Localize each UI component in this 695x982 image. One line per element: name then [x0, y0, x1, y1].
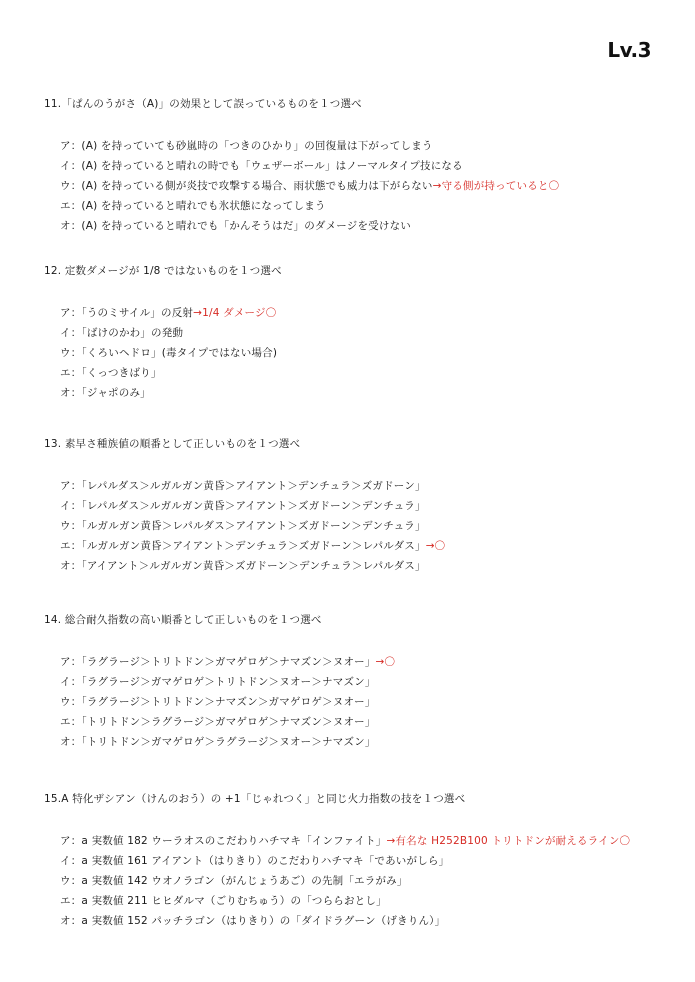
answer-note: →〇	[425, 540, 446, 552]
option-text: イ：「ばけのかわ」の発動	[60, 327, 184, 339]
option-text: ウ：a 実数値 142 ウオノラゴン（がんじょうあご）の先制「エラがみ」	[60, 875, 408, 887]
option-u	[60, 871, 630, 891]
option-a	[60, 476, 445, 496]
answer-note: →有名な H252B100 トリトドンが耐えるライン〇	[386, 835, 631, 847]
option-text: ウ：「ラグラージ＞トリトドン＞ナマズン＞ガマゲロゲ＞ヌオー」	[60, 696, 376, 708]
question-title: 14. 総合耐久指数の高い順番として正しいものを１つ選べ	[44, 614, 322, 626]
option-text: ウ：(A) を持っている側が炎技で攻撃する場合、雨状態でも威力は下がらない	[60, 180, 433, 192]
options-list	[60, 476, 445, 576]
answer-note: →1/4 ダメージ〇	[193, 307, 277, 319]
option-text: ウ：「ルガルガン黄昏＞レパルダス＞アイアント＞ズガドーン＞デンチュラ」	[60, 520, 426, 532]
option-o	[60, 732, 395, 752]
question-11	[44, 97, 559, 236]
question-title: 11.「ぱんのうがさ（A)」の効果として誤っているものを１つ選べ	[44, 98, 362, 110]
option-e	[60, 536, 445, 556]
question-title: 13. 素早さ種族値の順番として正しいものを１つ選べ	[44, 438, 301, 450]
option-text: ア：「レパルダス＞ルガルガン黄昏＞アイアント＞デンチュラ＞ズガドーン」	[60, 480, 426, 492]
option-text: イ：「レパルダス＞ルガルガン黄昏＞アイアント＞ズガドーン＞デンチュラ」	[60, 500, 426, 512]
option-u	[60, 516, 445, 536]
option-text: イ：「ラグラージ＞ガマゲロゲ＞トリトドン＞ヌオー＞ナマズン」	[60, 676, 376, 688]
option-a	[60, 652, 395, 672]
option-text: ア：(A) を持っていても砂嵐時の「つきのひかり」の回復量は下がってしまう	[60, 140, 433, 152]
option-text: オ：(A) を持っていると晴れでも「かんそうはだ」のダメージを受けない	[60, 220, 412, 232]
option-text: エ：「トリトドン＞ラグラージ＞ガマゲロゲ＞ナマズン＞ヌオー」	[60, 716, 376, 728]
question-12	[44, 264, 282, 403]
option-e	[60, 196, 559, 216]
options-list	[60, 303, 282, 403]
question-title: 12. 定数ダメージが 1/8 ではないものを１つ選べ	[44, 265, 282, 277]
option-text: エ：「くっつきばり」	[60, 367, 162, 379]
option-i	[60, 496, 445, 516]
question-title: 15.A 特化ザシアン（けんのおう）の +1「じゃれつく」と同じ火力指数の技を１つ選べ	[44, 793, 466, 805]
option-i	[60, 672, 395, 692]
option-a	[60, 303, 282, 323]
option-text: ア：「ラグラージ＞トリトドン＞ガマゲロゲ＞ナマズン＞ヌオー」	[60, 656, 376, 668]
answer-note: →〇	[375, 656, 396, 668]
option-i	[60, 323, 282, 343]
option-text: ア：「うのミサイル」の反射	[60, 307, 194, 319]
option-o	[60, 556, 445, 576]
option-e	[60, 891, 630, 911]
options-list	[60, 136, 559, 236]
option-text: ア：a 実数値 182 ウーラオスのこだわりハチマキ「インファイト」	[60, 835, 387, 847]
option-o	[60, 216, 559, 236]
option-text: エ：「ルガルガン黄昏＞アイアント＞デンチュラ＞ズガドーン＞レパルダス」	[60, 540, 426, 552]
option-e	[60, 363, 282, 383]
options-list	[60, 831, 630, 931]
question-15	[44, 792, 630, 931]
option-text: エ：(A) を持っていると晴れでも氷状態になってしまう	[60, 200, 326, 212]
option-a	[60, 136, 559, 156]
question-13	[44, 437, 445, 576]
option-text: ウ：「くろいヘドロ」(毒タイプではない場合)	[60, 347, 278, 359]
option-text: イ：(A) を持っていると晴れの時でも「ウェザーボール」はノーマルタイプ技になる	[60, 160, 463, 172]
option-e	[60, 712, 395, 732]
option-a	[60, 831, 630, 851]
option-u	[60, 176, 559, 196]
option-o	[60, 383, 282, 403]
option-text: イ：a 実数値 161 アイアント（はりきり）のこだわりハチマキ「であいがしら」	[60, 855, 450, 867]
answer-note: →守る側が持っていると〇	[432, 180, 560, 192]
option-u	[60, 692, 395, 712]
level-badge: Lv.3	[607, 38, 651, 62]
question-14	[44, 613, 395, 752]
option-i	[60, 851, 630, 871]
option-text: オ：「トリトドン＞ガマゲロゲ＞ラグラージ＞ヌオー＞ナマズン」	[60, 736, 376, 748]
option-o	[60, 911, 630, 931]
option-text: オ：「ジャポのみ」	[60, 387, 151, 399]
option-u	[60, 343, 282, 363]
option-text: オ：a 実数値 152 パッチラゴン（はりきり）の「ダイドラグーン（げきりん）」	[60, 915, 446, 927]
options-list	[60, 652, 395, 752]
option-text: エ：a 実数値 211 ヒヒダルマ（ごりむちゅう）の「つららおとし」	[60, 895, 387, 907]
option-i	[60, 156, 559, 176]
option-text: オ：「アイアント＞ルガルガン黄昏＞ズガドーン＞デンチュラ＞レパルダス」	[60, 560, 426, 572]
